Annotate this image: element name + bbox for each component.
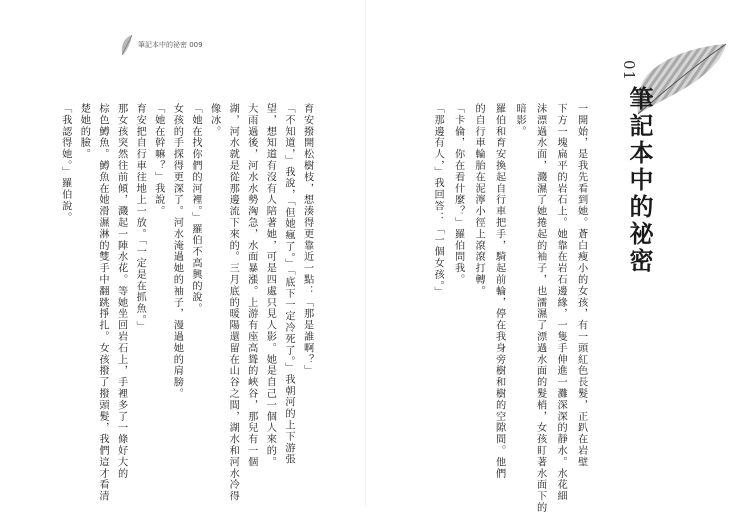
text-column: 望，想知道有沒有人陪著她，可是四處只見人影。她是自己一個人來的。: [264, 103, 276, 468]
text-column: 女孩的手探得更深了。河水淹過她的袖子，漫過她的肩膀。: [171, 103, 183, 400]
text-column: 大雨過後，河水水勢洶急，水面暴漲。上游有座高聳的峽谷，那兒有一個: [245, 103, 257, 468]
text-column: 楚她的臉。: [78, 103, 90, 160]
text-column: 「我認得她。」羅伯說。: [59, 103, 71, 224]
text-column: 像冰。: [208, 103, 220, 138]
text-column: 一開始，是我先看到她。蒼白瘦小的女孩，有一頭紅色長髮，正趴在岩壁: [575, 103, 587, 468]
running-header: [118, 34, 203, 56]
text-column: 「不知道，」我說，「但她瘋了。」「底下一定冷死了。」我朝河的上下游張: [282, 103, 294, 466]
text-column: 那女孩突然往前傾，濺起一陣水花。等她坐回岩石上，手裡多了一條好大的: [115, 103, 127, 480]
text-column: 羅伯和育安換起自行車把手，騎起前輪，停在我身旁樹和樹的空隙間。他們: [493, 103, 505, 480]
text-column: 棕色鱒魚。鱒魚在她滑濕淋的雙手中翻跳掙扎。女孩撥了撥頭髮，我們這才看清: [96, 103, 108, 502]
text-column: 「那邊有人，」我回答：「一個女孩。」: [432, 103, 444, 298]
left-page: [0, 0, 366, 506]
chapter-number: 01: [620, 60, 638, 82]
text-column: 「她在幹嘛？」我說。: [152, 103, 164, 217]
text-column: 育安把自行車往地上一放。「一定是在抓魚。」: [134, 103, 146, 333]
text-column: 的自行車輪胎在泥濘小徑上滾滾打轉。: [473, 103, 485, 297]
text-column: 暗影。: [514, 103, 526, 138]
text-column: 湖，河水就是從那邊流下來的。三月底的暖陽還留在山谷之間，湖水和河水冷得: [227, 103, 239, 502]
feather-icon: [118, 34, 134, 56]
chapter-title: 筆記本中的祕密: [625, 86, 654, 275]
text-column: 「她在找你們的河裡。」羅伯不高興的說。: [189, 103, 201, 315]
text-column: 沫漂過水面，濺濕了她捲起的袖子，也濡濕了漂過水面的髮梢，女孩盯著水面下的: [534, 103, 546, 513]
text-column: 育安撥開松樹枝，想湊得更靠近一點：「那是誰啊？」: [301, 103, 313, 377]
running-title: 筆記本中的祕密 009: [138, 41, 203, 49]
text-column: 「卡倫，你在看什麼？」羅伯問我。: [452, 103, 464, 286]
text-column: 下方一塊扁平的岩石上。她靠在岩石邊緣，一隻手伸進一灘深深的靜水。水花細: [555, 103, 567, 502]
